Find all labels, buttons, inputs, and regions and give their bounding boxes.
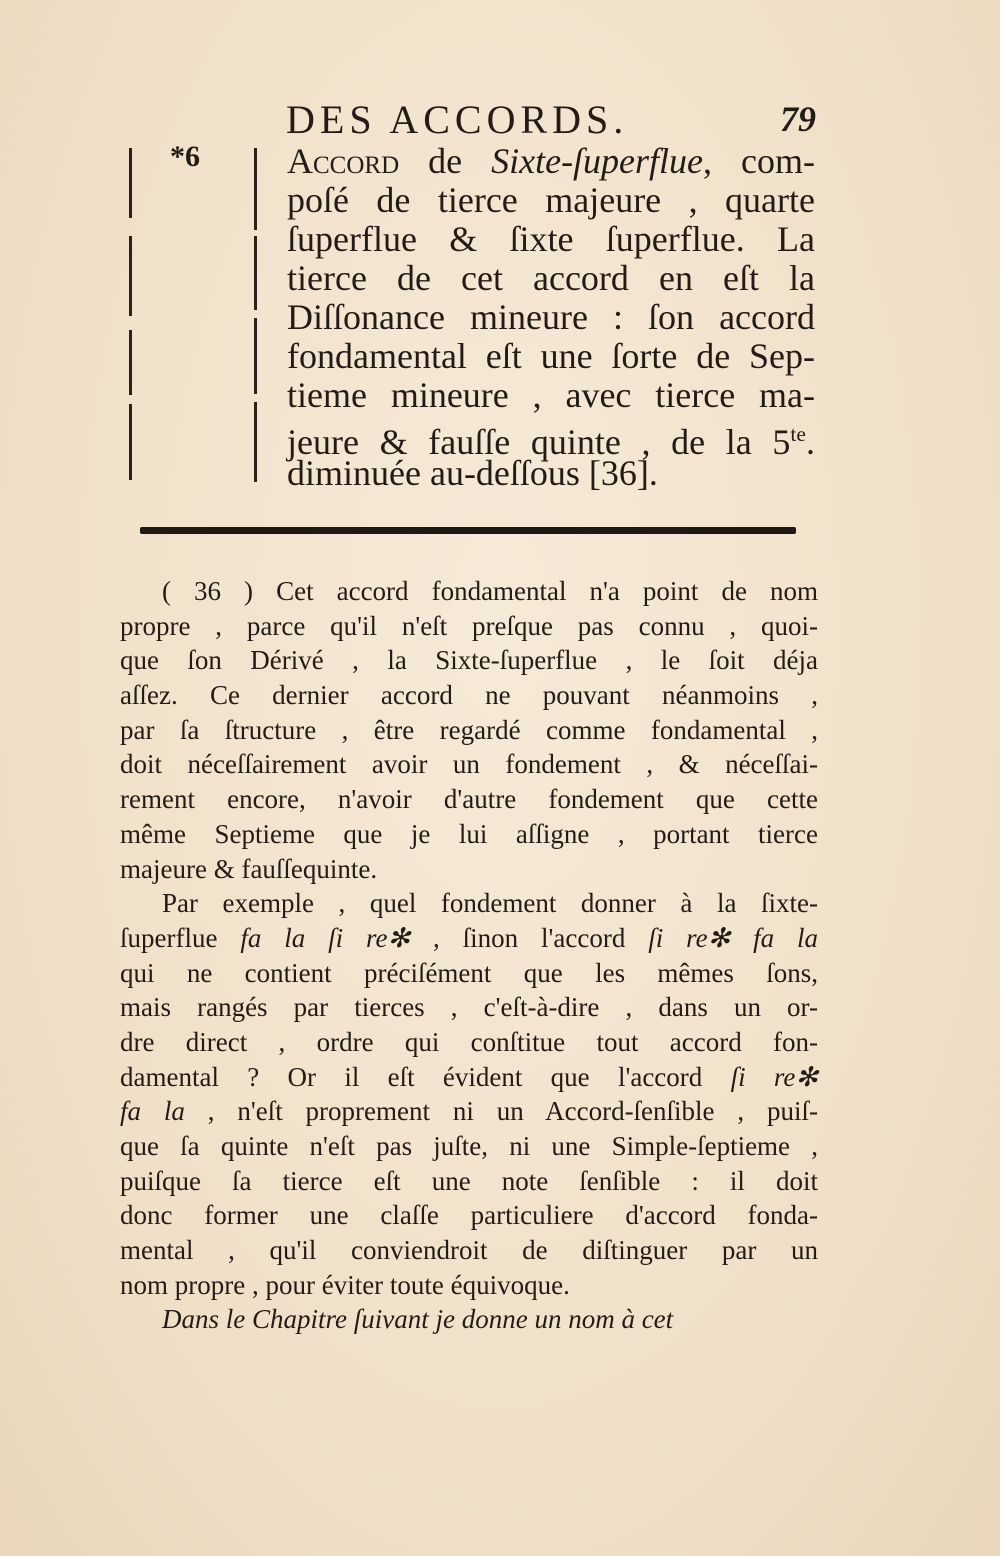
- text-run: Sixte-ſuperflue: [491, 141, 704, 181]
- note-line: [120, 886, 818, 921]
- note-line: [120, 1094, 818, 1129]
- text-run: Diſſonance mineure : ſon accord: [287, 297, 815, 337]
- entry-line: [287, 220, 815, 259]
- note-line: rement encore, n'avoir d'autre fondement que cette: [120, 784, 818, 815]
- entry-line: [287, 181, 815, 220]
- text-run: te: [790, 422, 806, 446]
- text-run: , n'eſt proprement ni un Accord-ſenſible , puiſ-: [184, 1096, 818, 1127]
- column-rule-4: [254, 402, 257, 482]
- entry-line: [287, 298, 815, 337]
- text-run: ſi re✻ fa la: [648, 922, 819, 953]
- note-line: que ſa quinte n'eſt pas juſte, ni une Simple-ſeptieme ,: [120, 1131, 818, 1161]
- separator-rule: [140, 527, 796, 534]
- note-line: majeure & fauſſequinte.: [120, 853, 378, 884]
- running-title: DES ACCORDS.: [286, 97, 629, 142]
- column-rule-2: [254, 236, 257, 310]
- margin-rule-3: [129, 330, 132, 395]
- note-line: aſſez. Ce dernier accord ne pouvant néanmoins ,: [120, 680, 818, 711]
- text-run: Par exemple , quel fondement donner à la ſixte-: [162, 888, 818, 919]
- margin-rule-1: [129, 148, 132, 218]
- text-run: de: [399, 141, 492, 181]
- running-head: [286, 96, 816, 142]
- dictionary-entry: [287, 142, 815, 493]
- note-line: [120, 1060, 818, 1095]
- text-run: ſuperflue: [120, 922, 241, 953]
- entry-line: [287, 142, 815, 181]
- text-run: jeure & fauſſe quinte , de la 5: [287, 422, 791, 462]
- text-run: fa la: [120, 1096, 185, 1127]
- note-line: ( 36 ) Cet accord fondamental n'a point de nom: [162, 576, 818, 606]
- note-line: qui ne contient préciſément que les mêmes ſons,: [120, 957, 818, 988]
- text-run: tierce de cet accord en eſt la: [287, 258, 815, 298]
- note-line: mental , qu'il conviendroit de diſtinguer par un: [120, 1235, 818, 1266]
- text-run: ſi re✻: [730, 1061, 818, 1092]
- column-rule-3: [254, 318, 257, 394]
- text-run: poſé de tierce majeure , quarte: [287, 180, 815, 220]
- page-number: 79: [780, 99, 816, 139]
- note-line: par ſa ſtructure , être regardé comme fondamental ,: [120, 714, 818, 745]
- note-line: nom propre , pour éviter toute équivoque.: [120, 1269, 570, 1300]
- entry-line: [287, 259, 815, 298]
- text-run: Accord: [287, 141, 400, 181]
- text-run: damental ? Or il eſt évident que l'accord: [120, 1061, 731, 1092]
- note-line: même Septieme que je lui aſſigne , portant tierce: [120, 818, 818, 849]
- footnote-body: [120, 574, 818, 1337]
- note-line: donc former une claſſe particuliere d'accord fonda-: [120, 1200, 818, 1231]
- note-line: Dans le Chapitre ſuivant je donne un nom à cet: [162, 1304, 674, 1335]
- text-run: ſuperflue & ſixte ſuperflue. La: [287, 219, 815, 259]
- text-run: , ſinon l'accord: [410, 922, 649, 953]
- note-line: [120, 921, 818, 956]
- text-run: , com-: [703, 141, 815, 181]
- column-rule-1: [254, 148, 257, 230]
- note-line: mais rangés par tierces , c'eſt-à-dire , dans un or-: [120, 992, 818, 1023]
- entry-line: [287, 376, 815, 415]
- text-run: tieme mineure , avec tierce ma-: [287, 375, 815, 415]
- margin-rule-4: [129, 404, 132, 480]
- entry-line: [287, 415, 815, 462]
- text-run: fondamental eſt une ſorte de Sep-: [287, 336, 815, 376]
- entry-line: [287, 337, 815, 376]
- note-line: dre direct , ordre qui conſtitue tout accord fon-: [120, 1026, 818, 1057]
- note-line: que ſon Dérivé , la Sixte-ſuperflue , le ſoit déja: [120, 645, 818, 676]
- text-run: diminuée au-deſſous [36].: [287, 453, 658, 493]
- note-line: doit néceſſairement avoir un fondement , & néceſſai-: [120, 749, 818, 780]
- text-run: .: [806, 422, 815, 462]
- marginal-symbol: *6: [170, 140, 200, 173]
- margin-rule-2: [129, 236, 132, 316]
- text-run: fa la ſi re✻: [240, 922, 411, 953]
- note-line: propre , parce qu'il n'eſt preſque pas connu , quoi-: [120, 610, 818, 641]
- note-line: puiſque ſa tierce eſt une note ſenſible : il doit: [120, 1165, 818, 1196]
